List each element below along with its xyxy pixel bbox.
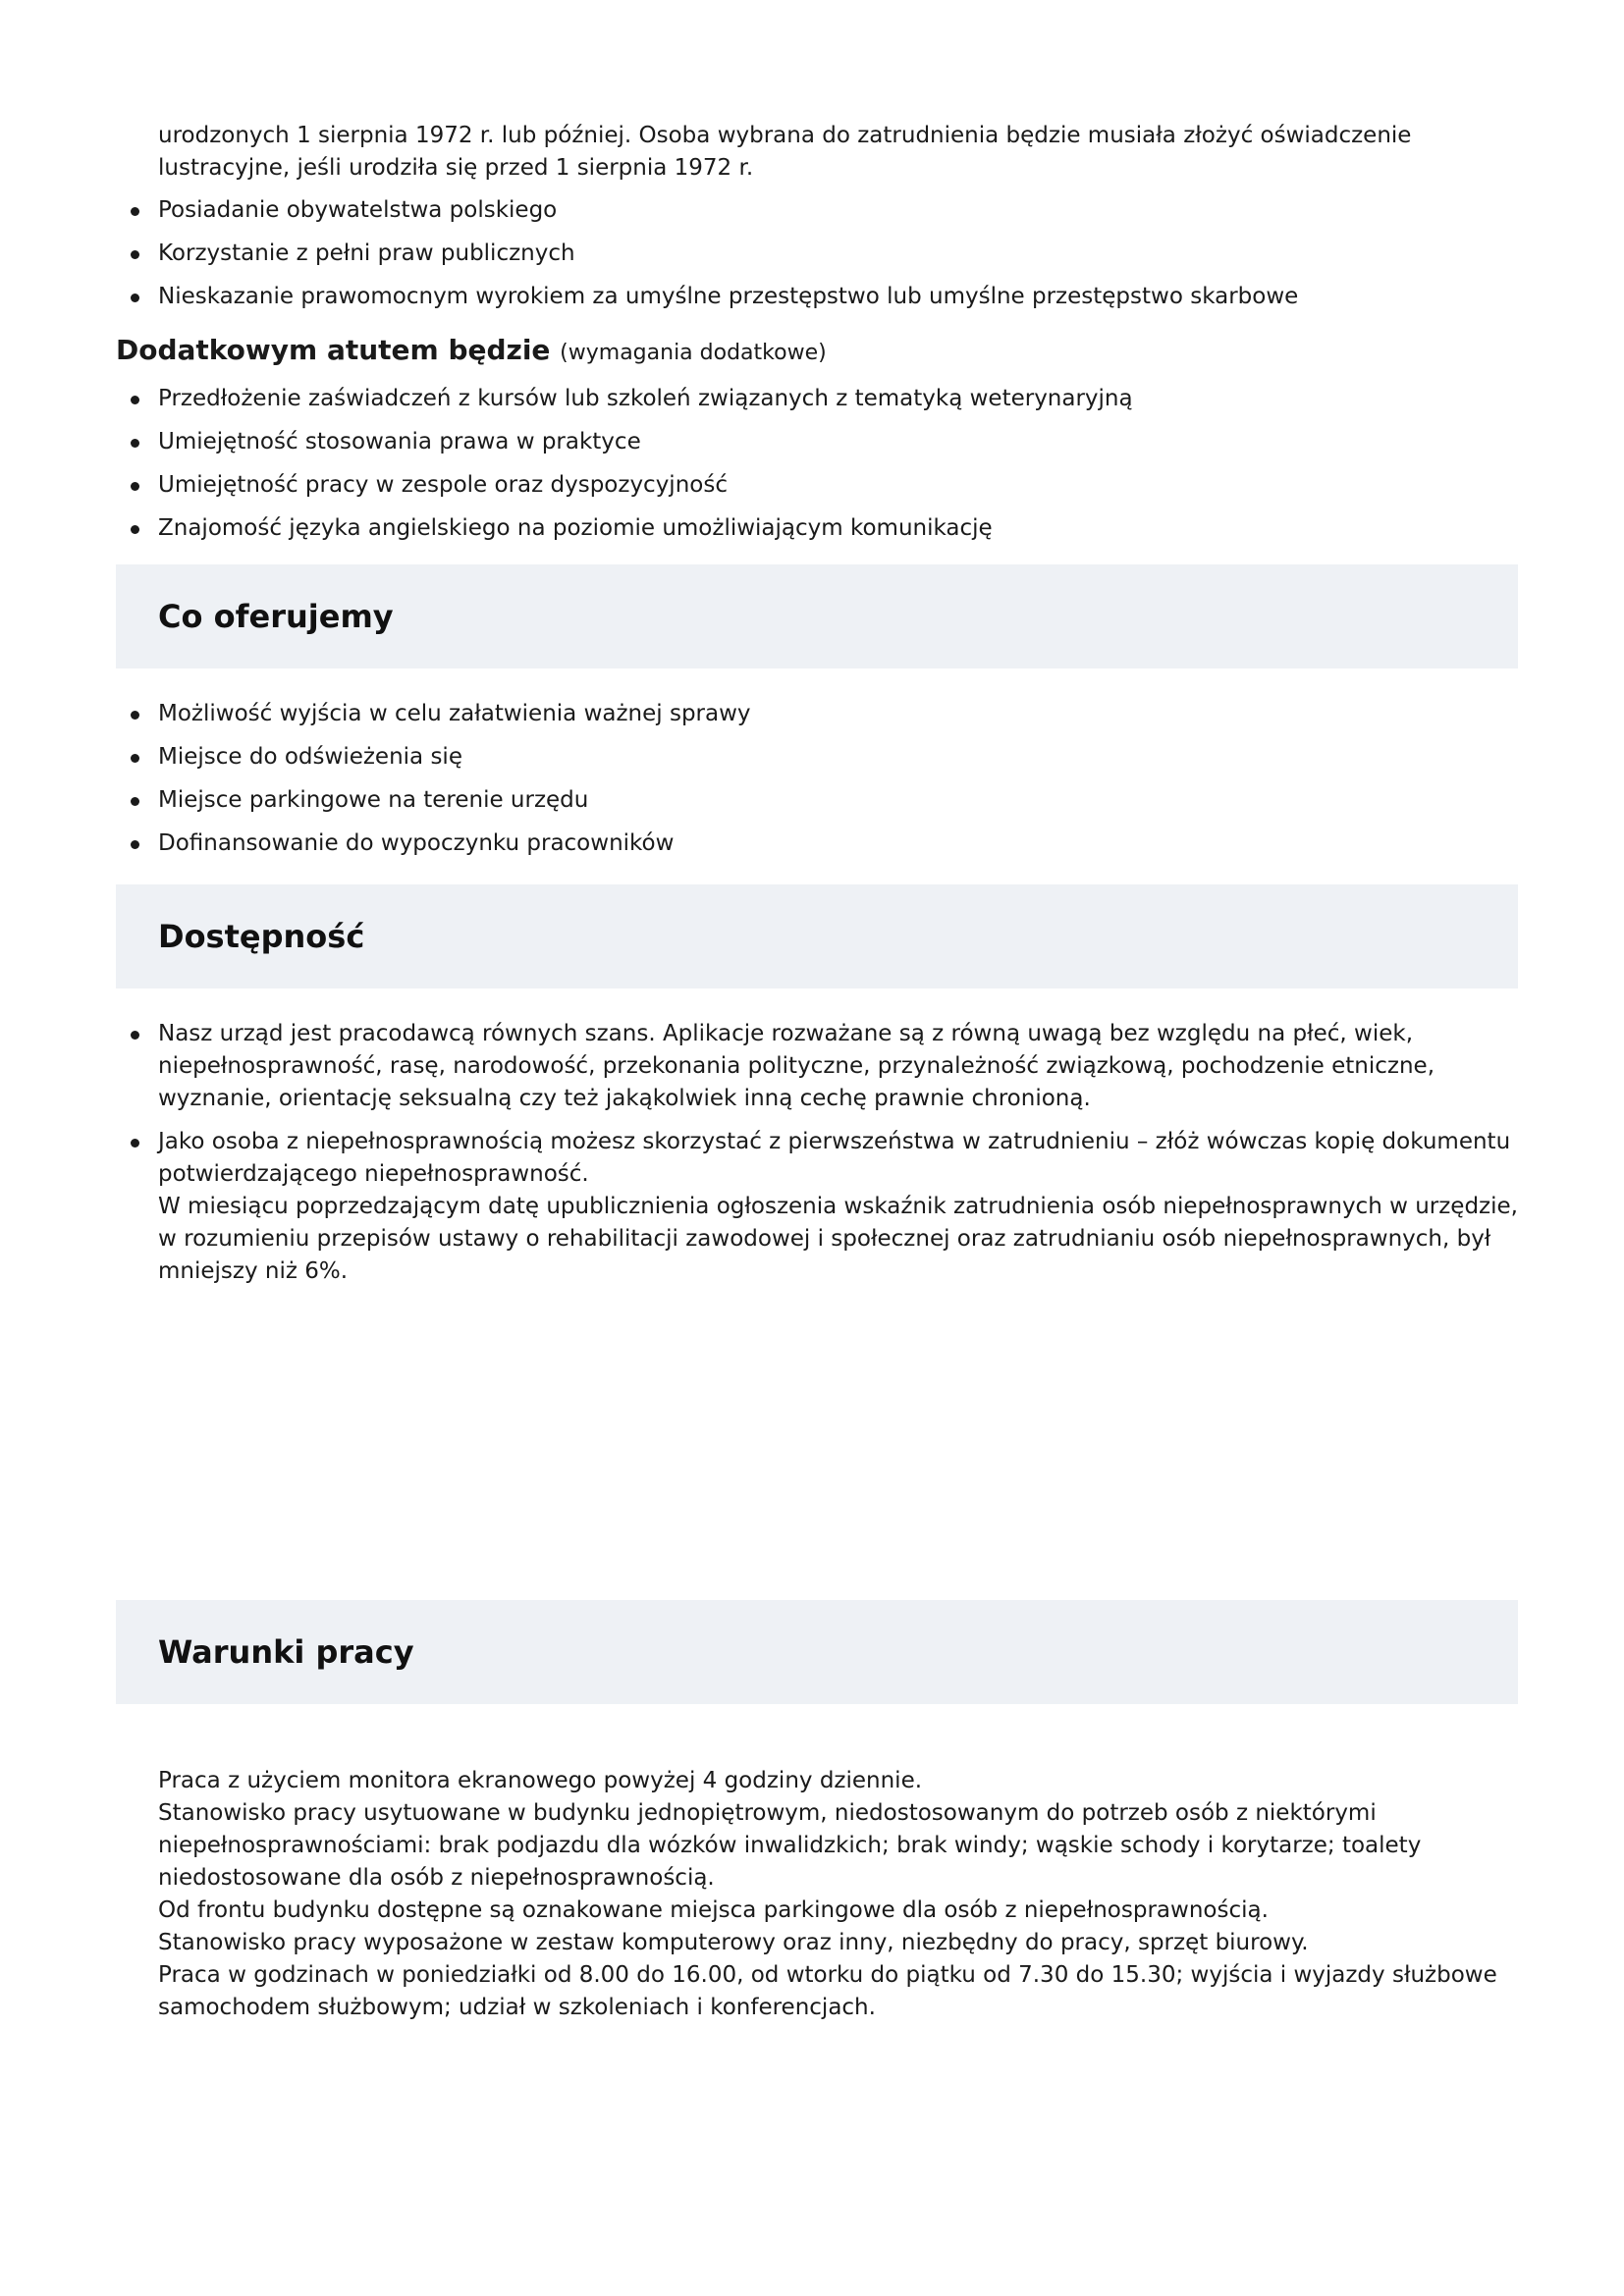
list-item: Znajomość języka angielskiego na poziomie umożliwiającym komunikację — [158, 512, 1518, 545]
list-item: Możliwość wyjścia w celu załatwienia ważnej sprawy — [158, 698, 1518, 730]
list-item: Miejsce do odświeżenia się — [158, 741, 1518, 774]
section-header-conditions — [116, 1600, 1518, 1704]
accessibility-employment-ratio-text: W miesiącu poprzedzającym datę upublicznienia ogłoszenia wskaźnik zatrudnienia osób niepełnosprawnych w urzędzie, w rozumieniu przepisów ustawy o rehabilitacji zawodowej i społecznej oraz zatrudnianiu osób niepełnosprawnych, był mniejszy niż 6%. — [158, 1194, 1518, 1284]
section-title-offer: Co oferujemy — [158, 598, 394, 635]
list-item: Miejsce parkingowe na terenie urzędu — [158, 784, 1518, 817]
condition-line: Stanowisko pracy usytuowane w budynku jednopiętrowym, niedostosowanym do potrzeb osób z niektórymi niepełnosprawnościami: brak podjazdu dla wózków inwalidzkich; brak windy; wąskie schody i korytarze; toalety niedostosowane dla osób z niepełnosprawnością. — [158, 1800, 1422, 1891]
extra-heading — [116, 333, 1518, 371]
section-title-conditions: Warunki pracy — [158, 1633, 414, 1671]
section-header-accessibility — [116, 884, 1518, 988]
list-item: Nasz urząd jest pracodawcą równych szans. Aplikacje rozważane są z równą uwagą bez względu na płeć, wiek, niepełnosprawność, rasę, narodowość, przekonania polityczne, przynależność związkową, pochodzenie etniczne, wyznanie, orientację seksualną czy też jakąkolwiek inną cechę prawnie chronioną. — [158, 1018, 1518, 1115]
requirements-list — [116, 194, 1518, 313]
extra-requirements-list — [116, 383, 1518, 545]
list-item: Dofinansowanie do wypoczynku pracowników — [158, 828, 1518, 860]
accessibility-priority-text: Jako osoba z niepełnosprawnością możesz skorzystać z pierwszeństwa w zatrudnieniu – złóż wówczas kopię dokumentu potwierdzającego niepełnosprawność. — [158, 1129, 1511, 1187]
condition-line: Od frontu budynku dostępne są oznakowane miejsca parkingowe dla osób z niepełnosprawnością. — [158, 1897, 1269, 1923]
list-item: Przedłożenie zaświadczeń z kursów lub szkoleń związanych z tematyką weterynaryjną — [158, 383, 1518, 415]
condition-line: Praca w godzinach w poniedziałki od 8.00 do 16.00, od wtorku do piątku od 7.30 do 15.30; wyjścia i wyjazdy służbowe samochodem służbowym; udział w szkoleniach i konferencjach. — [158, 1962, 1497, 2020]
list-item: Umiejętność stosowania prawa w praktyce — [158, 426, 1518, 458]
list-item: Posiadanie obywatelstwa polskiego — [158, 194, 1518, 227]
list-item — [158, 1126, 1518, 1288]
list-item: Umiejętność pracy w zespole oraz dyspozycyjność — [158, 469, 1518, 502]
list-item: Korzystanie z pełni praw publicznych — [158, 238, 1518, 270]
offer-list — [116, 698, 1518, 860]
condition-line: Praca z użyciem monitora ekranowego powyżej 4 godziny dziennie. — [158, 1768, 923, 1793]
list-item: Nieskazanie prawomocnym wyrokiem za umyślne przestępstwo lub umyślne przestępstwo skarbowe — [158, 281, 1518, 313]
condition-line: Stanowisko pracy wyposażone w zestaw komputerowy oraz inny, niezbędny do pracy, sprzęt biurowy. — [158, 1930, 1309, 1955]
extra-heading-note: (wymagania dodatkowe) — [560, 341, 827, 365]
intro-continuation: urodzonych 1 sierpnia 1972 r. lub później. Osoba wybrana do zatrudnienia będzie musiała złożyć oświadczenie lustracyjne, jeśli urodziła się przed 1 sierpnia 1972 r. — [158, 123, 1412, 181]
accessibility-list — [116, 1018, 1518, 1288]
document-page — [116, 120, 1518, 2024]
section-header-offer — [116, 564, 1518, 668]
work-conditions-text — [116, 1765, 1518, 2024]
section-title-accessibility: Dostępność — [158, 918, 365, 955]
extra-heading-text: Dodatkowym atutem będzie — [116, 334, 551, 366]
